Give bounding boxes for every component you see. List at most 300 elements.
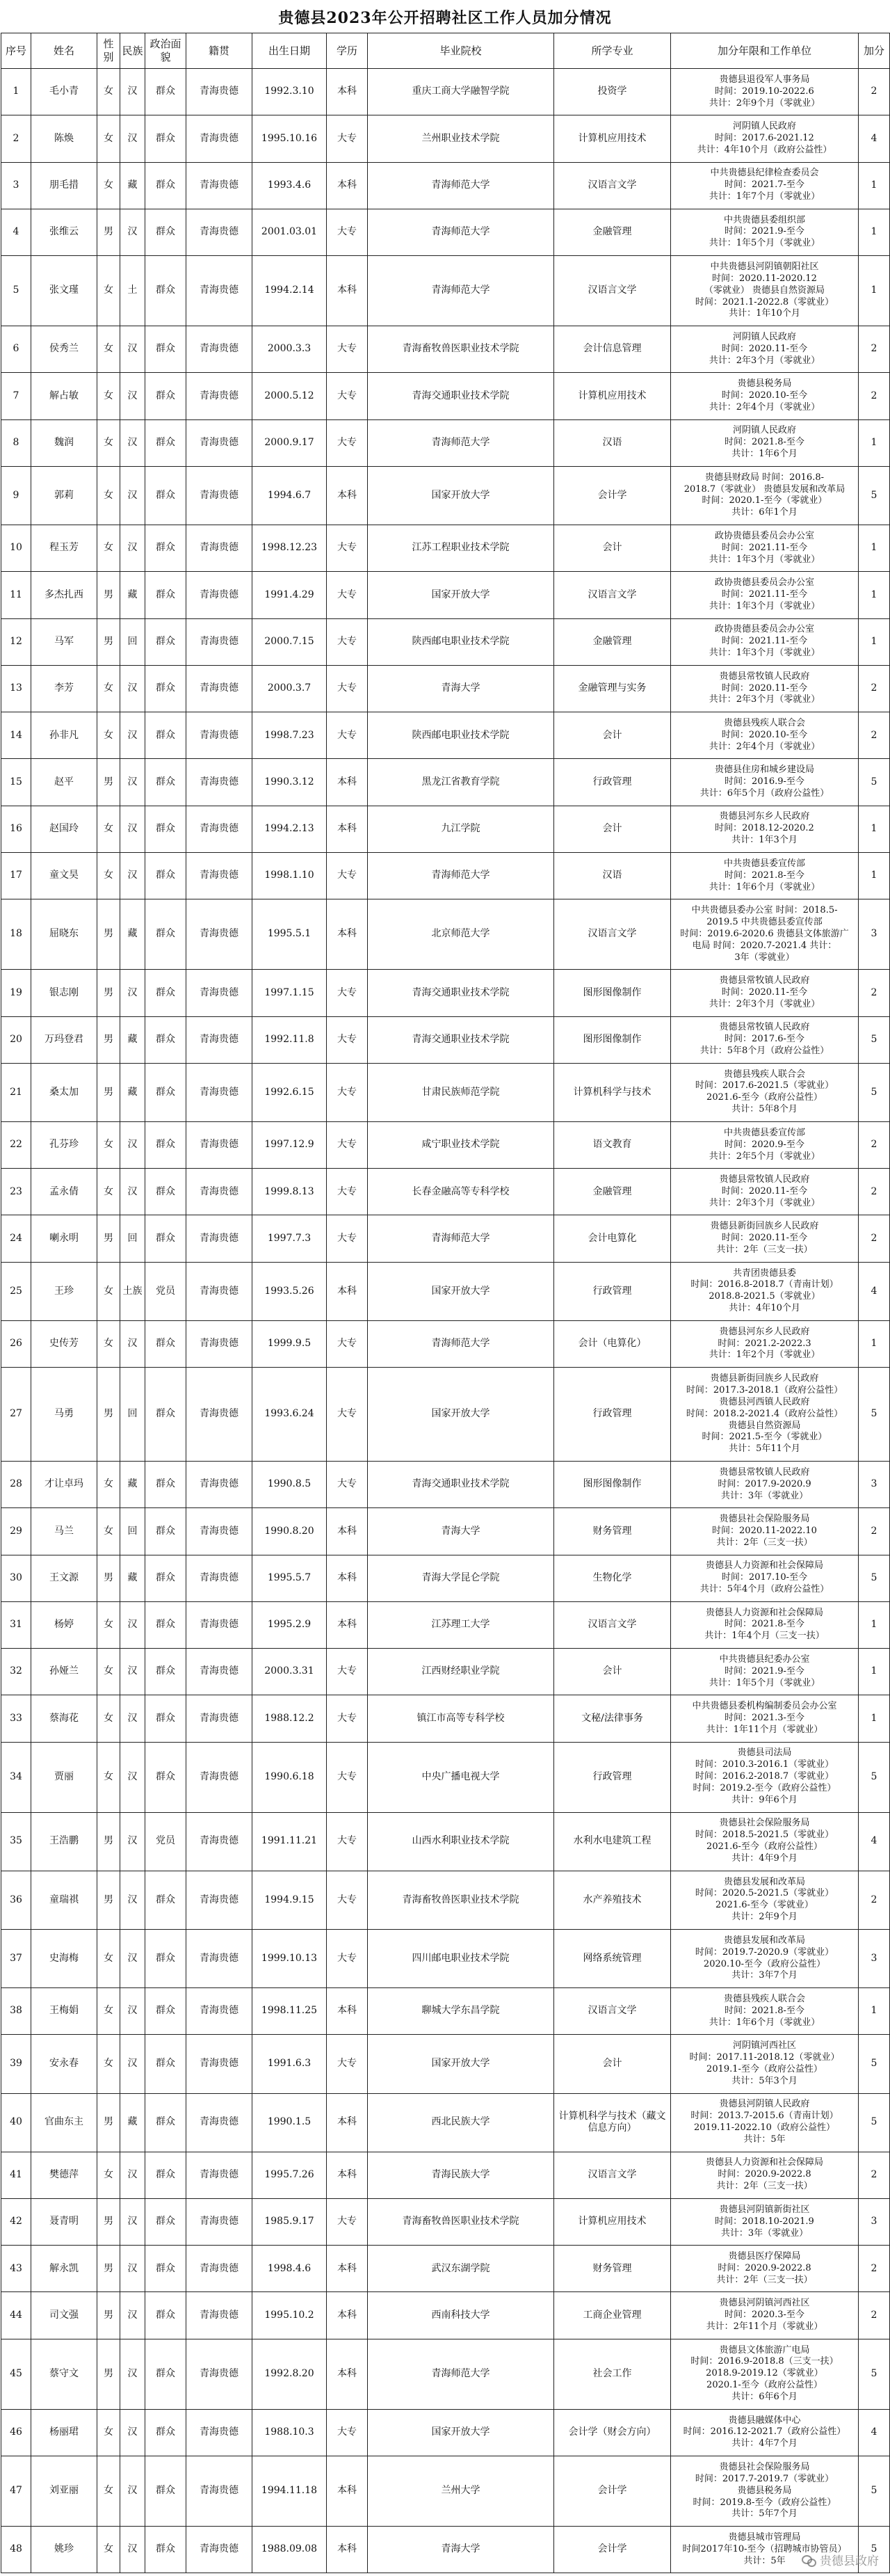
work-line: 时间：2017.7-2019.7（零就业） bbox=[695, 2473, 834, 2484]
cell-name: 毛小青 bbox=[31, 69, 97, 115]
cell-birth-date: 1994.6.7 bbox=[252, 466, 327, 525]
cell-ethnicity: 汉 bbox=[120, 1121, 145, 1168]
cell-birth-date: 1993.6.24 bbox=[252, 1368, 327, 1462]
cell-education: 大专 bbox=[327, 1929, 368, 1987]
work-line: 电局 时间：2020.7-2021.4 共计： bbox=[692, 940, 837, 951]
header-ethnicity: 民族 bbox=[120, 33, 145, 69]
cell-work-history bbox=[671, 618, 859, 665]
header-major: 所学专业 bbox=[554, 33, 671, 69]
work-line: 中共贵德县委组织部 bbox=[723, 214, 805, 225]
work-line: 时间：2021.2-2022.3 bbox=[718, 1338, 811, 1349]
cell-major: 汉语言文学 bbox=[554, 162, 671, 209]
cell-name: 杨丽珺 bbox=[31, 2409, 97, 2456]
cell-education: 大专 bbox=[327, 665, 368, 712]
work-line: 贵德县河阴镇河西社区 bbox=[719, 2298, 810, 2309]
cell-work-history bbox=[671, 759, 859, 806]
cell-work-history bbox=[671, 2292, 859, 2339]
work-line: 时间：2020.11-至今 bbox=[721, 682, 808, 694]
cell-gender: 女 bbox=[97, 69, 120, 115]
cell-bonus-points: 2 bbox=[859, 1121, 890, 1168]
cell-political-status: 群众 bbox=[145, 665, 186, 712]
work-line: 贵德县残疾人联合会 bbox=[723, 717, 805, 728]
cell-gender: 男 bbox=[97, 2198, 120, 2245]
work-line: 共计：1年7个月（零就业） bbox=[709, 191, 820, 202]
cell-major: 水利水电建筑工程 bbox=[554, 1812, 671, 1871]
cell-political-status: 群众 bbox=[145, 572, 186, 618]
cell-serial-number: 9 bbox=[1, 466, 31, 525]
cell-school: 江西财经职业学院 bbox=[368, 1649, 554, 1695]
cell-birth-date: 2001.03.01 bbox=[252, 209, 327, 255]
work-line: 时间：2020.5-2021.5（零就业） bbox=[695, 1888, 834, 1899]
cell-education: 大专 bbox=[327, 712, 368, 759]
cell-work-history bbox=[671, 162, 859, 209]
cell-major: 网络系统管理 bbox=[554, 1929, 671, 1987]
work-line: 共计：2年5个月（零就业） bbox=[709, 1151, 820, 1162]
cell-native-place: 青海贵德 bbox=[186, 373, 252, 419]
table-row bbox=[1, 899, 890, 970]
cell-native-place: 青海贵德 bbox=[186, 1812, 252, 1871]
cell-school: 兰州大学 bbox=[368, 2456, 554, 2527]
cell-ethnicity: 汉 bbox=[120, 1169, 145, 1215]
cell-school: 山西水利职业技术学院 bbox=[368, 1812, 554, 1871]
table-row bbox=[1, 2093, 890, 2152]
cell-education: 大专 bbox=[327, 1016, 368, 1063]
work-line: 河阴镇人民政府 bbox=[732, 331, 796, 342]
cell-birth-date: 1993.5.26 bbox=[252, 1262, 327, 1320]
work-line: 中共贵德县纪委办公室 bbox=[719, 1654, 810, 1665]
cell-gender: 男 bbox=[97, 2093, 120, 2152]
cell-education: 大专 bbox=[327, 2409, 368, 2456]
table-row bbox=[1, 618, 890, 665]
work-line: 时间：2021.11-至今 bbox=[721, 589, 808, 600]
cell-serial-number: 14 bbox=[1, 712, 31, 759]
cell-serial-number: 2 bbox=[1, 115, 31, 162]
work-line: 共计：1年6个月 bbox=[731, 449, 798, 460]
cell-major: 会计（电算化） bbox=[554, 1320, 671, 1367]
cell-gender: 男 bbox=[97, 1871, 120, 1929]
table-row bbox=[1, 1169, 890, 1215]
cell-ethnicity: 汉 bbox=[120, 2292, 145, 2339]
table-row bbox=[1, 1649, 890, 1695]
cell-school: 江苏工程职业技术学院 bbox=[368, 525, 554, 572]
cell-gender: 男 bbox=[97, 572, 120, 618]
work-line: 时间：2019.2-至今（政府公益性） bbox=[693, 1783, 836, 1794]
cell-school: 聊城大学东昌学院 bbox=[368, 1988, 554, 2035]
cell-school: 青海民族大学 bbox=[368, 2152, 554, 2198]
cell-name: 程玉芳 bbox=[31, 525, 97, 572]
work-line: 时间：2017.6-2021.12 bbox=[715, 132, 814, 143]
cell-gender: 男 bbox=[97, 899, 120, 970]
work-line: 共计：2年（三支一扶） bbox=[716, 1537, 813, 1548]
cell-work-history bbox=[671, 466, 859, 525]
work-line: 时间：2010.3-2016.1（零就业） bbox=[695, 1759, 834, 1770]
cell-education: 本科 bbox=[327, 69, 368, 115]
cell-serial-number: 22 bbox=[1, 1121, 31, 1168]
work-line: 共计：5年11个月 bbox=[729, 1443, 800, 1455]
work-line: 贵德县河阴镇新街社区 bbox=[719, 2204, 810, 2215]
work-line: 贵德县医疗保障局 bbox=[728, 2250, 801, 2262]
cell-bonus-points: 1 bbox=[859, 1601, 890, 1648]
cell-education: 大专 bbox=[327, 1320, 368, 1367]
cell-work-history bbox=[671, 1695, 859, 1742]
cell-school: 西北民族大学 bbox=[368, 2093, 554, 2152]
work-line: 时间：2016.2-2018.7（零就业） bbox=[695, 1771, 834, 1782]
work-line: 共计：1年4个月（三支一扶） bbox=[704, 1631, 825, 1642]
work-line: 共计：2年4个月（零就业） bbox=[709, 401, 820, 413]
cell-bonus-points: 5 bbox=[859, 2527, 890, 2573]
cell-ethnicity: 汉 bbox=[120, 2409, 145, 2456]
cell-political-status: 党员 bbox=[145, 1812, 186, 1871]
cell-native-place: 青海贵德 bbox=[186, 1016, 252, 1063]
cell-major: 生物化学 bbox=[554, 1555, 671, 1601]
cell-political-status: 群众 bbox=[145, 1871, 186, 1929]
cell-work-history bbox=[671, 2339, 859, 2409]
cell-school: 陕西邮电职业技术学院 bbox=[368, 712, 554, 759]
cell-name: 陈焕 bbox=[31, 115, 97, 162]
cell-bonus-points: 2 bbox=[859, 712, 890, 759]
cell-gender: 女 bbox=[97, 115, 120, 162]
work-line: 贵德县常牧镇人民政府 bbox=[719, 671, 810, 682]
work-line: 贵德县河东乡人民政府 bbox=[719, 811, 810, 822]
work-line: 贵德县财政局 时间：2016.8- bbox=[704, 472, 824, 483]
cell-native-place: 青海贵德 bbox=[186, 2409, 252, 2456]
work-line: 时间：2021.11-至今 bbox=[721, 542, 808, 553]
work-line: 共计：6年6个月 bbox=[731, 2392, 798, 2403]
cell-major: 金融管理与实务 bbox=[554, 665, 671, 712]
cell-native-place: 青海贵德 bbox=[186, 759, 252, 806]
work-line: 河阴镇人民政府 bbox=[732, 425, 796, 436]
cell-major: 汉语言文学 bbox=[554, 1601, 671, 1648]
cell-gender: 男 bbox=[97, 1215, 120, 1262]
work-line: 时间：2021.7-至今 bbox=[725, 179, 804, 191]
cell-birth-date: 1995.10.16 bbox=[252, 115, 327, 162]
cell-bonus-points: 2 bbox=[859, 373, 890, 419]
cell-education: 大专 bbox=[327, 618, 368, 665]
cell-serial-number: 20 bbox=[1, 1016, 31, 1063]
table-row bbox=[1, 1063, 890, 1121]
table-row bbox=[1, 162, 890, 209]
cell-serial-number: 43 bbox=[1, 2246, 31, 2292]
cell-ethnicity: 汉 bbox=[120, 2527, 145, 2573]
cell-major: 社会工作 bbox=[554, 2339, 671, 2409]
cell-political-status: 群众 bbox=[145, 852, 186, 899]
cell-education: 大专 bbox=[327, 1695, 368, 1742]
work-line: 贵德县新街回族乡人民政府 bbox=[710, 1221, 819, 1232]
cell-political-status: 群众 bbox=[145, 1555, 186, 1601]
work-line: 时间：2020.11-至今 bbox=[721, 1233, 808, 1244]
cell-name: 马兰 bbox=[31, 1508, 97, 1555]
work-line: 共计：5年8个月 bbox=[731, 1104, 798, 1115]
cell-bonus-points: 2 bbox=[859, 2292, 890, 2339]
cell-gender: 女 bbox=[97, 2527, 120, 2573]
cell-school: 青海畜牧兽医职业技术学院 bbox=[368, 326, 554, 373]
cell-major: 金融管理 bbox=[554, 1169, 671, 1215]
cell-serial-number: 29 bbox=[1, 1508, 31, 1555]
table-row bbox=[1, 1812, 890, 1871]
cell-name: 司文强 bbox=[31, 2292, 97, 2339]
work-line: 2019.1-至今（政府公益性） bbox=[706, 2063, 823, 2074]
cell-native-place: 青海贵德 bbox=[186, 1649, 252, 1695]
cell-ethnicity: 汉 bbox=[120, 2152, 145, 2198]
cell-education: 本科 bbox=[327, 2093, 368, 2152]
cell-school: 青海师范大学 bbox=[368, 852, 554, 899]
cell-native-place: 青海贵德 bbox=[186, 1555, 252, 1601]
work-line: 时间：2021.9-至今 bbox=[725, 226, 804, 237]
cell-serial-number: 28 bbox=[1, 1461, 31, 1507]
work-line: 共计：1年3个月（零就业） bbox=[709, 600, 820, 611]
cell-name: 王文源 bbox=[31, 1555, 97, 1601]
table-row bbox=[1, 806, 890, 852]
cell-gender: 女 bbox=[97, 852, 120, 899]
cell-serial-number: 8 bbox=[1, 419, 31, 466]
work-line: 贵德县退役军人事务局 bbox=[719, 74, 810, 85]
cell-work-history bbox=[671, 1262, 859, 1320]
cell-native-place: 青海贵德 bbox=[186, 1988, 252, 2035]
cell-education: 本科 bbox=[327, 2246, 368, 2292]
cell-birth-date: 1995.10.2 bbox=[252, 2292, 327, 2339]
cell-school: 国家开放大学 bbox=[368, 2409, 554, 2456]
cell-native-place: 青海贵德 bbox=[186, 1929, 252, 1987]
work-line: 2018.8-2021.5（零就业） bbox=[709, 1291, 820, 1302]
cell-ethnicity: 土 bbox=[120, 256, 145, 326]
cell-birth-date: 1992.6.15 bbox=[252, 1063, 327, 1121]
work-line: 贵德县社会保险服务局 bbox=[719, 1818, 810, 1829]
cell-political-status: 群众 bbox=[145, 2456, 186, 2527]
cell-birth-date: 1994.2.13 bbox=[252, 806, 327, 852]
work-line: 共计：2年11个月（零就业） bbox=[706, 2321, 823, 2333]
cell-school: 青海师范大学 bbox=[368, 1215, 554, 1262]
cell-bonus-points: 5 bbox=[859, 759, 890, 806]
cell-native-place: 青海贵德 bbox=[186, 2456, 252, 2527]
cell-serial-number: 5 bbox=[1, 256, 31, 326]
cell-native-place: 青海贵德 bbox=[186, 618, 252, 665]
cell-ethnicity: 回 bbox=[120, 1508, 145, 1555]
cell-school: 咸宁职业技术学院 bbox=[368, 1121, 554, 1168]
cell-serial-number: 3 bbox=[1, 162, 31, 209]
cell-education: 大专 bbox=[327, 970, 368, 1016]
header-gender: 性别 bbox=[97, 33, 120, 69]
work-line: 2019.5 中共贵德县委宣传部 bbox=[706, 916, 823, 927]
cell-major: 会计学 bbox=[554, 2456, 671, 2527]
cell-gender: 女 bbox=[97, 2409, 120, 2456]
cell-bonus-points: 1 bbox=[859, 525, 890, 572]
cell-serial-number: 6 bbox=[1, 326, 31, 373]
cell-ethnicity: 汉 bbox=[120, 712, 145, 759]
cell-ethnicity: 藏 bbox=[120, 572, 145, 618]
work-line: 贵德县司法局 bbox=[737, 1747, 792, 1759]
cell-political-status: 党员 bbox=[145, 1262, 186, 1320]
work-line: 时间：2020.11-2020.12 bbox=[712, 273, 817, 284]
table-row bbox=[1, 1016, 890, 1063]
cell-birth-date: 2000.7.15 bbox=[252, 618, 327, 665]
cell-serial-number: 45 bbox=[1, 2339, 31, 2409]
work-line: 时间：2020.9-至今 bbox=[725, 1139, 804, 1150]
cell-major: 会计学 bbox=[554, 2527, 671, 2573]
cell-work-history bbox=[671, 1508, 859, 1555]
cell-native-place: 青海贵德 bbox=[186, 2292, 252, 2339]
cell-ethnicity: 汉 bbox=[120, 1929, 145, 1987]
cell-gender: 女 bbox=[97, 1262, 120, 1320]
cell-native-place: 青海贵德 bbox=[186, 1063, 252, 1121]
work-line: 中共贵德县委办公室 时间：2018.5- bbox=[691, 904, 838, 915]
cell-gender: 男 bbox=[97, 1063, 120, 1121]
cell-political-status: 群众 bbox=[145, 2409, 186, 2456]
header-bonus-points: 加分 bbox=[859, 33, 890, 69]
cell-serial-number: 4 bbox=[1, 209, 31, 255]
work-line: 中共贵德县委机构编制委员会办公室 bbox=[692, 1701, 837, 1712]
work-line: 贵德县城市管理局 bbox=[728, 2531, 801, 2543]
cell-serial-number: 21 bbox=[1, 1063, 31, 1121]
cell-serial-number: 27 bbox=[1, 1368, 31, 1462]
cell-serial-number: 11 bbox=[1, 572, 31, 618]
work-line: 时间：2020.11-至今 bbox=[721, 343, 808, 354]
cell-name: 孙娅兰 bbox=[31, 1649, 97, 1695]
work-line: 2018.9-2019.12（零就业） bbox=[706, 2368, 823, 2379]
work-line: 中共贵德县委宣传部 bbox=[723, 1127, 805, 1138]
work-line: 时间：2013.7-2015.6（青南计划） bbox=[690, 2111, 839, 2122]
cell-political-status: 群众 bbox=[145, 2152, 186, 2198]
cell-work-history bbox=[671, 1649, 859, 1695]
cell-ethnicity: 汉 bbox=[120, 1812, 145, 1871]
cell-name: 孔芬珍 bbox=[31, 1121, 97, 1168]
cell-education: 本科 bbox=[327, 466, 368, 525]
work-line: 贵德县常牧镇人民政府 bbox=[719, 975, 810, 986]
cell-education: 本科 bbox=[327, 256, 368, 326]
work-line: 共计：1年3个月 bbox=[731, 835, 798, 846]
cell-bonus-points: 5 bbox=[859, 2035, 890, 2093]
cell-gender: 女 bbox=[97, 1169, 120, 1215]
cell-school: 青海师范大学 bbox=[368, 162, 554, 209]
cell-education: 大专 bbox=[327, 2035, 368, 2093]
work-line: 共计：4年7个月 bbox=[731, 2438, 798, 2449]
work-line: 时间：2018.5-2021.5（零就业） bbox=[695, 1830, 834, 1841]
cell-bonus-points: 2 bbox=[859, 665, 890, 712]
cell-school: 兰州职业技术学院 bbox=[368, 115, 554, 162]
cell-political-status: 群众 bbox=[145, 326, 186, 373]
cell-birth-date: 1992.11.8 bbox=[252, 1016, 327, 1063]
cell-school: 青海师范大学 bbox=[368, 2339, 554, 2409]
cell-birth-date: 1988.10.3 bbox=[252, 2409, 327, 2456]
cell-birth-date: 1990.8.5 bbox=[252, 1461, 327, 1507]
work-line: 共计：5年7个月 bbox=[731, 2509, 798, 2520]
cell-birth-date: 1993.4.6 bbox=[252, 162, 327, 209]
work-line: 时间：2017.10-至今 bbox=[721, 1572, 808, 1583]
cell-gender: 女 bbox=[97, 712, 120, 759]
cell-major: 会计 bbox=[554, 525, 671, 572]
cell-birth-date: 1998.7.23 bbox=[252, 712, 327, 759]
cell-name: 史传芳 bbox=[31, 1320, 97, 1367]
cell-native-place: 青海贵德 bbox=[186, 2198, 252, 2245]
cell-work-history bbox=[671, 1169, 859, 1215]
cell-education: 本科 bbox=[327, 759, 368, 806]
cell-school: 国家开放大学 bbox=[368, 1368, 554, 1462]
header-work-history: 加分年限和工作单位 bbox=[671, 33, 859, 69]
cell-work-history bbox=[671, 712, 859, 759]
table-row bbox=[1, 1871, 890, 1929]
cell-gender: 男 bbox=[97, 970, 120, 1016]
cell-gender: 男 bbox=[97, 1555, 120, 1601]
work-line: 共计：4年10个月（政府公益性） bbox=[697, 144, 832, 155]
cell-education: 大专 bbox=[327, 115, 368, 162]
cell-serial-number: 35 bbox=[1, 1812, 31, 1871]
work-line: 贵德县河东乡人民政府 bbox=[719, 1326, 810, 1337]
cell-political-status: 群众 bbox=[145, 256, 186, 326]
work-line: 共计：3年（零就业） bbox=[720, 2227, 809, 2239]
work-line: 共计：4年9个月 bbox=[731, 1853, 798, 1864]
cell-name: 聂青明 bbox=[31, 2198, 97, 2245]
cell-bonus-points: 1 bbox=[859, 1988, 890, 2035]
cell-name: 侯秀兰 bbox=[31, 326, 97, 373]
cell-ethnicity: 土族 bbox=[120, 1262, 145, 1320]
cell-work-history bbox=[671, 69, 859, 115]
work-line: 时间：2021.3-至今 bbox=[725, 1712, 804, 1723]
work-line: 时间：2017.3-2018.1（政府公益性） bbox=[686, 1384, 843, 1395]
work-line: 共计：5年 bbox=[743, 2134, 786, 2145]
cell-name: 张维云 bbox=[31, 209, 97, 255]
cell-political-status: 群众 bbox=[145, 466, 186, 525]
cell-gender: 男 bbox=[97, 209, 120, 255]
cell-gender: 男 bbox=[97, 2339, 120, 2409]
cell-political-status: 群众 bbox=[145, 1601, 186, 1648]
cell-birth-date: 1990.3.12 bbox=[252, 759, 327, 806]
cell-gender: 女 bbox=[97, 326, 120, 373]
cell-major: 财务管理 bbox=[554, 1508, 671, 1555]
cell-name: 樊德萍 bbox=[31, 2152, 97, 2198]
work-line: 时间：2021.8-至今 bbox=[725, 2005, 804, 2016]
work-line: 共计：1年11个月（零就业） bbox=[706, 1724, 823, 1735]
work-line: 时间：2019.6-2020.6 贵德县文体旅游广 bbox=[680, 928, 849, 939]
cell-education: 本科 bbox=[327, 1988, 368, 2035]
cell-school: 青海师范大学 bbox=[368, 209, 554, 255]
work-line: 共计：1年10个月 bbox=[729, 308, 800, 319]
cell-bonus-points: 3 bbox=[859, 2198, 890, 2245]
cell-political-status: 群众 bbox=[145, 618, 186, 665]
cell-major: 行政管理 bbox=[554, 759, 671, 806]
table-row bbox=[1, 466, 890, 525]
cell-name: 史海梅 bbox=[31, 1929, 97, 1987]
cell-birth-date: 1988.09.08 bbox=[252, 2527, 327, 2573]
work-line: 时间：2016.12-2021.7（政府公益性） bbox=[683, 2426, 846, 2438]
cell-native-place: 青海贵德 bbox=[186, 712, 252, 759]
cell-bonus-points: 1 bbox=[859, 1695, 890, 1742]
table-row bbox=[1, 852, 890, 899]
work-line: 时间：2019.10-2022.6 bbox=[715, 86, 814, 97]
work-line: 2019.11-2022.10（政府公益性） bbox=[694, 2122, 835, 2134]
cell-political-status: 群众 bbox=[145, 1169, 186, 1215]
table-row bbox=[1, 2456, 890, 2527]
cell-bonus-points: 5 bbox=[859, 2339, 890, 2409]
cell-school: 青海交通职业技术学院 bbox=[368, 373, 554, 419]
cell-birth-date: 1998.12.23 bbox=[252, 525, 327, 572]
work-line: 共计：1年2个月（零就业） bbox=[709, 1350, 820, 1361]
cell-work-history bbox=[671, 1016, 859, 1063]
cell-gender: 女 bbox=[97, 256, 120, 326]
cell-birth-date: 1991.4.29 bbox=[252, 572, 327, 618]
cell-bonus-points: 2 bbox=[859, 326, 890, 373]
work-line: 贵德县税务局 bbox=[737, 2485, 792, 2496]
cell-bonus-points: 1 bbox=[859, 1649, 890, 1695]
cell-political-status: 群众 bbox=[145, 1508, 186, 1555]
cell-school: 国家开放大学 bbox=[368, 572, 554, 618]
cell-name: 赵国玲 bbox=[31, 806, 97, 852]
table-row bbox=[1, 1601, 890, 1648]
cell-bonus-points: 2 bbox=[859, 1508, 890, 1555]
cell-school: 青海师范大学 bbox=[368, 1320, 554, 1367]
cell-native-place: 青海贵德 bbox=[186, 2246, 252, 2292]
work-line: 时间：2018.12-2020.2 bbox=[715, 823, 814, 834]
cell-birth-date: 1995.5.1 bbox=[252, 899, 327, 970]
table-row bbox=[1, 970, 890, 1016]
